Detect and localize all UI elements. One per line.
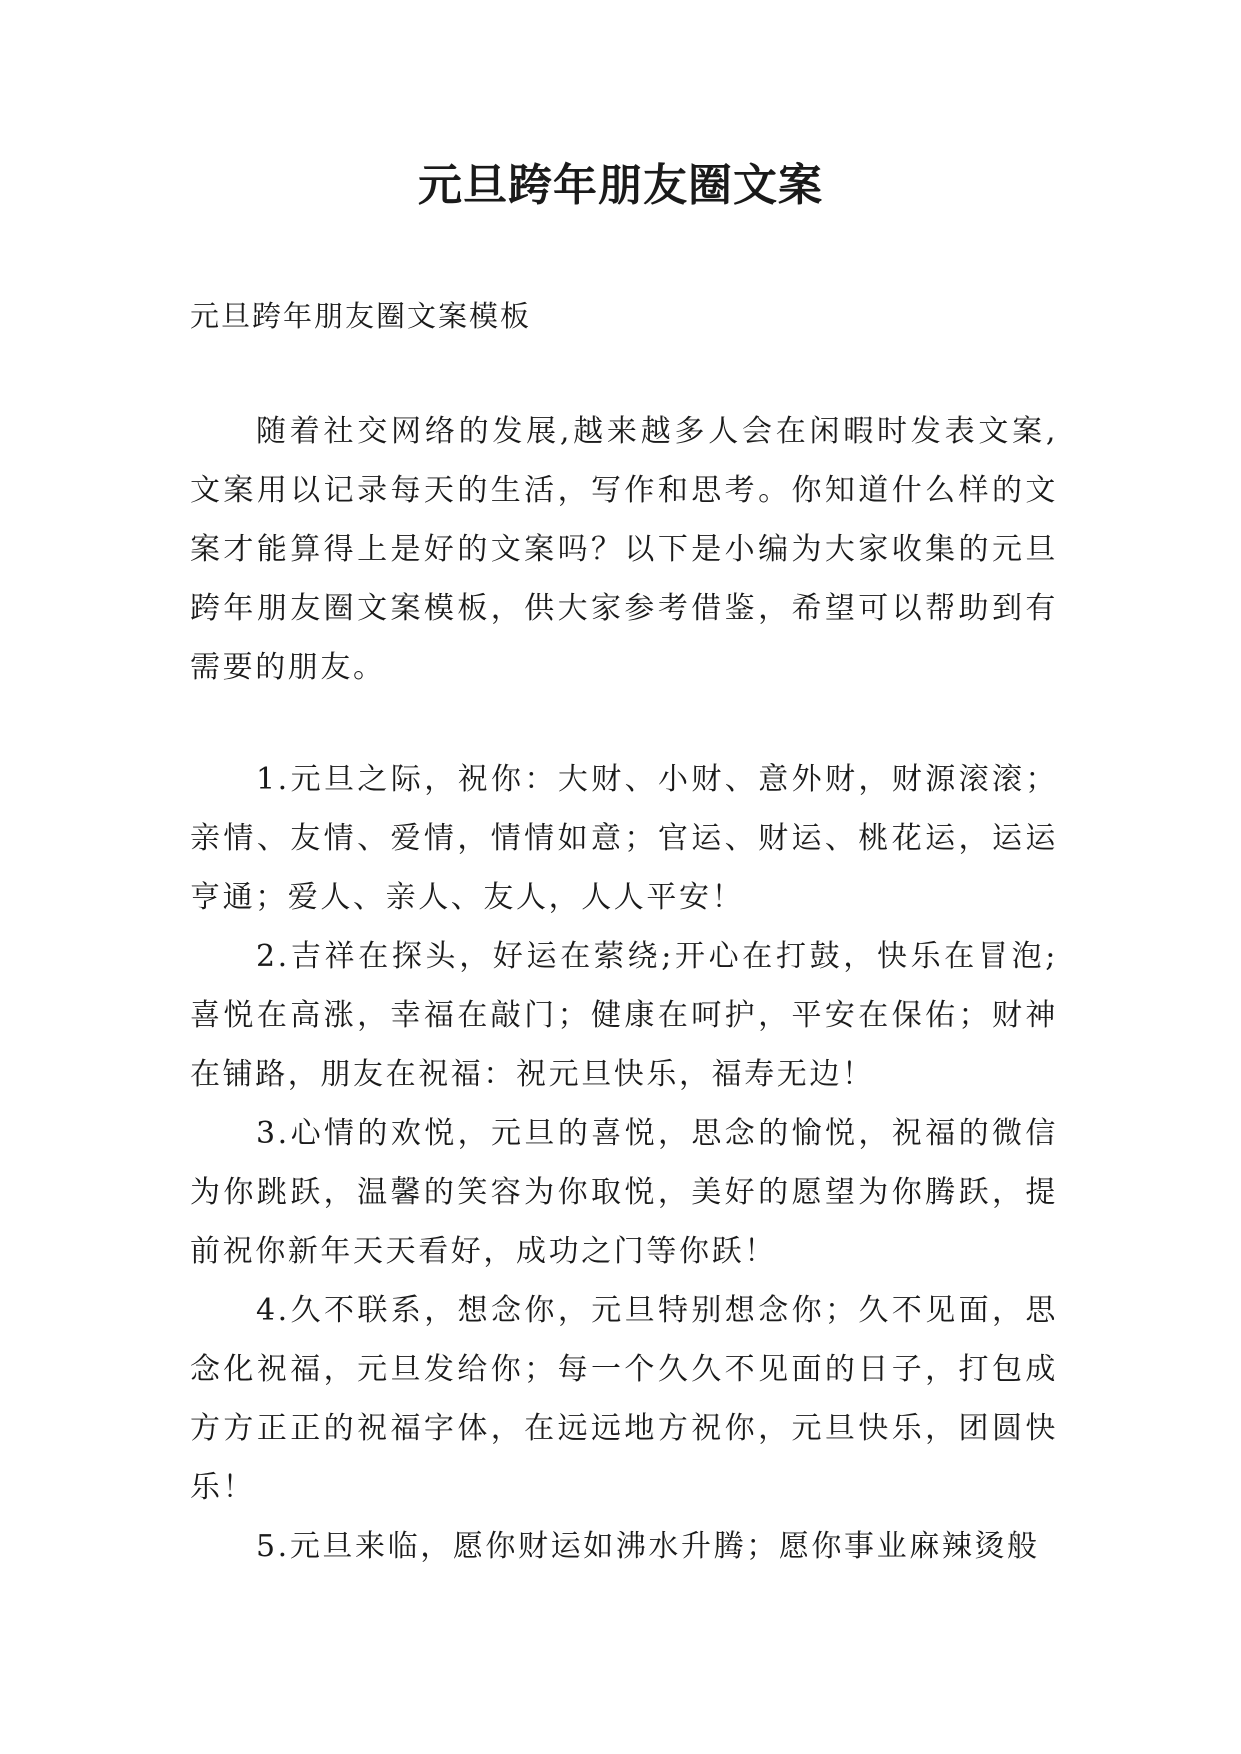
document-subtitle: 元旦跨年朋友圈文案模板 — [190, 299, 532, 333]
list-item: 4.久不联系，想念你，元旦特别想念你；久不见面，思念化祝福，元旦发给你；每一个久久不见面的日子，打包成方方正正的祝福字体，在远远地方祝你，元旦快乐，团圆快乐！ — [190, 1293, 1058, 1505]
list-item: 3.心情的欢悦，元旦的喜悦，思念的愉悦，祝福的微信为你跳跃，温馨的笑容为你取悦，美好的愿望为你腾跃，提前祝你新年天天看好，成功之门等你跃！ — [190, 1116, 1058, 1269]
list-item: 5.元旦来临，愿你财运如沸水升腾；愿你事业麻辣烫般 — [256, 1529, 1040, 1564]
list-item: 2.吉祥在探头，好运在萦绕;开心在打鼓，快乐在冒泡;喜悦在高涨，幸福在敲门；健康在呵护，平安在保佑；财神在铺路，朋友在祝福：祝元旦快乐，福寿无边！ — [190, 939, 1058, 1092]
list-item: 1.元旦之际，祝你：大财、小财、意外财，财源滚滚；亲情、友情、爱情，情情如意；官运、财运、桃花运，运运亨通；爱人、亲人、友人，人人平安！ — [190, 762, 1058, 915]
wish-list — [190, 750, 1058, 1576]
intro-paragraph: 随着社交网络的发展,越来越多人会在闲暇时发表文案,文案用以记录每天的生活，写作和思考。你知道什么样的文案才能算得上是好的文案吗？以下是小编为大家收集的元旦跨年朋友圈文案模板，供大家参考借鉴，希望可以帮助到有需要的朋友。 — [190, 414, 1058, 685]
document-title: 元旦跨年朋友圈文案 — [418, 160, 823, 211]
